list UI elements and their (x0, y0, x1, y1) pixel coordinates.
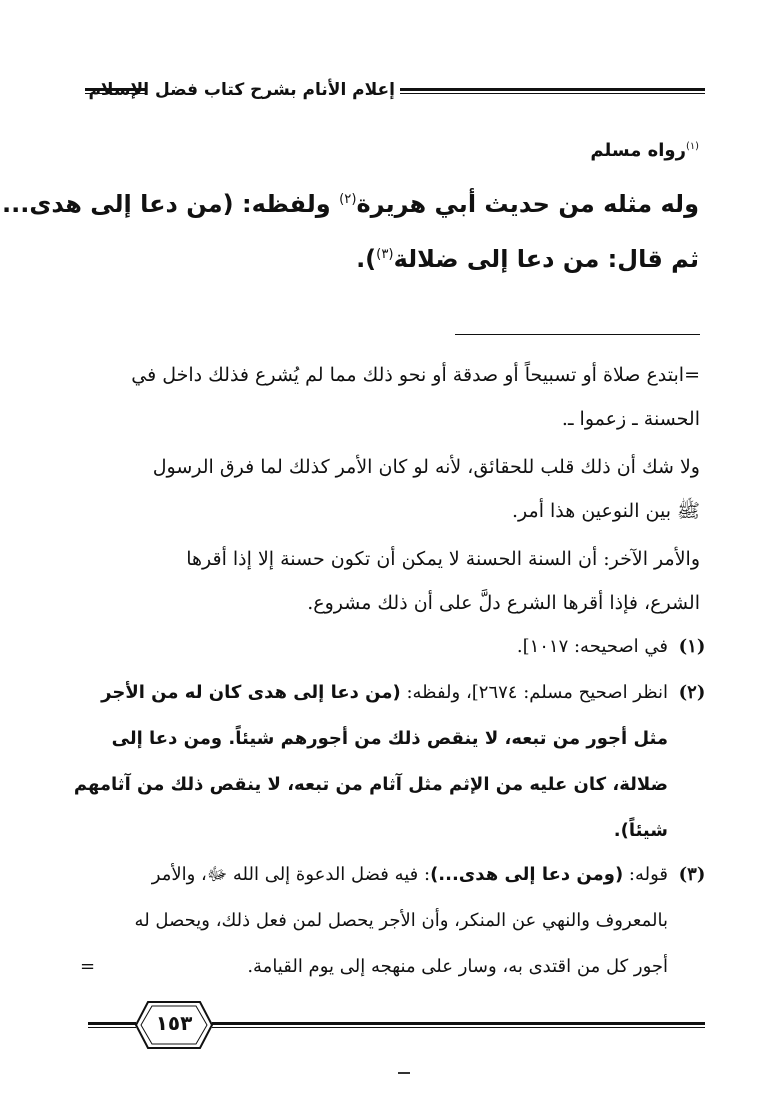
footnote-number: (٢) (678, 682, 706, 703)
header-rule-right (400, 88, 705, 94)
footnote-text: انظر اصحيح مسلم: ٢٦٧٤]، ولفظه: (من دعا إلى هدى كان له من الأجر مثل أجور من تبعه، لا ينقص ذلك من أجورهم شيئاً. ومن دعا إلى ضلالة، كان عليه من الإثم مثل آثام من تبعه، لا ينقص ذلك من آثامهم شيئاً). (73, 682, 668, 841)
footnote-3 (60, 852, 710, 992)
main-line-2: ثم قال: من دعا إلى ضلالة$^{(٣)}$). (356, 245, 699, 273)
main-line-0: $^{(١)}$رواه مسلم (590, 140, 699, 161)
footnote-number: (٣) (678, 864, 706, 885)
running-header-title: إعلام الأنام بشرح كتاب فضل الإسلام (88, 80, 395, 100)
page-number: ١٥٣ (155, 1011, 193, 1035)
footnote-text: قوله: (ومن دعا إلى هدى...): فيه فضل الدعوة إلى الله ﷻ، والأمر بالمعروف والنهي عن المنكر، وأن الأجر يحصل لمن فعل ذلك، ويحصل له أجور كل من اقتدى به، وسار على منهجه إلى يوم القيامة. = (60, 852, 668, 990)
footnote-ref-2: (٢) (339, 192, 357, 207)
footnote-text: في اصحيحه: ١٠١٧]. (516, 636, 668, 657)
continued-paragraph-2: ولا شك أن ذلك قلب للحقائق، لأنه لو كان الأمر كذلك لما فرق الرسول ﷺ بين النوعين هذا أمر. (152, 456, 700, 522)
main-line-1: وله مثله من حديث أبي هريرة$^{(٢)}$ ولفظه: (من دعا إلى هدى... (2, 190, 699, 218)
footnote-1 (60, 624, 710, 670)
continued-paragraph-1: =ابتدع صلاة أو تسبيحاً أو صدقة أو نحو ذلك مما لم يُشرع فذلك داخل في الحسنة ـ زعموا ـ. (131, 364, 700, 430)
continued-paragraph-3: والأمر الآخر: أن السنة الحسنة لا يمكن أن تكون حسنة إلا إذا أقرها الشرع، فإذا أقرها الشرع دلَّ على أن ذلك مشروع. (186, 548, 700, 614)
footnote-separator (455, 334, 700, 335)
footer-rule-right (212, 1022, 705, 1028)
footer-rule-left (88, 1022, 136, 1028)
footnote-ref-1: (١) (685, 141, 699, 152)
footnote-2 (60, 670, 710, 854)
bottom-mark (398, 1072, 410, 1074)
footnote-ref-3: (٣) (376, 247, 394, 262)
footnote-number: (١) (678, 636, 706, 657)
continuation-mark: = (80, 956, 96, 977)
